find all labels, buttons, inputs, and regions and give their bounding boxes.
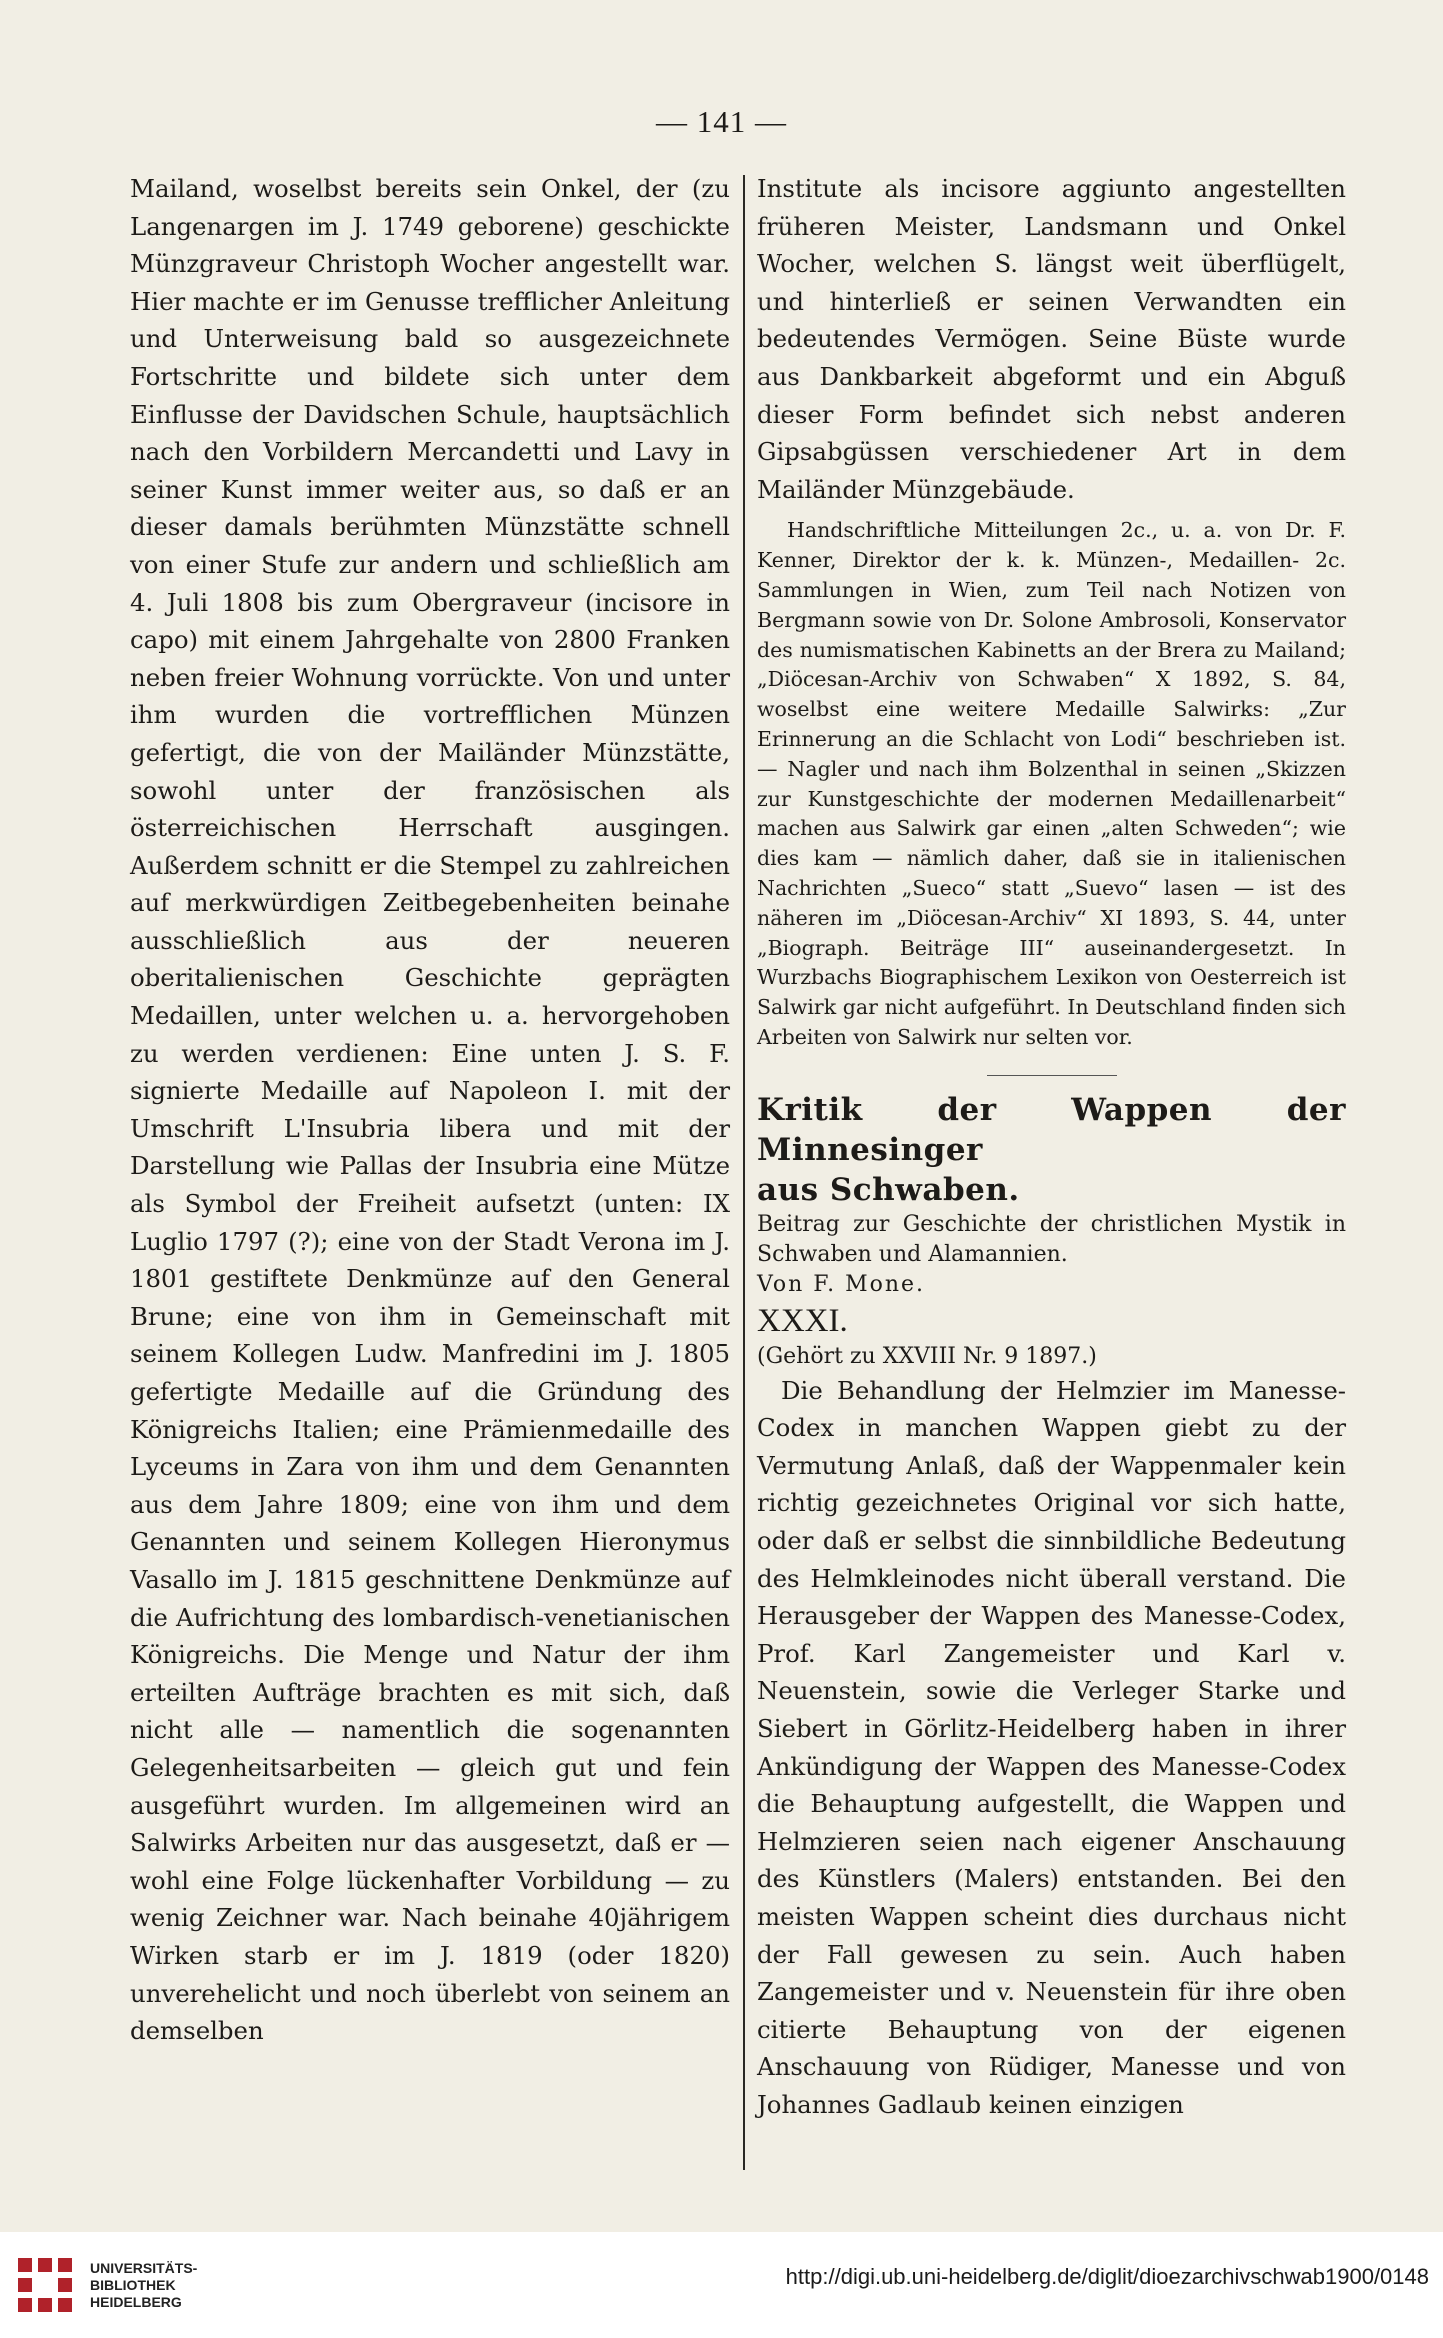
- article-title-line2: aus Schwaben.: [757, 1171, 1020, 1208]
- article-header: [757, 1090, 1346, 1372]
- left-column-text: Mailand, woselbst bereits sein Onkel, der (zu Langenargen im J. 1749 geborene) geschickte Münzgraveur Christoph Wocher angestellt war. Hier machte er im Genusse trefflicher Anleitung und Unterweisung bald so ausgezeichnete Fortschritte und bildete sich unter dem Einflusse der Davidschen Schule, hauptsächlich nach den Vorbildern Mercandetti und Lavy in seiner Kunst immer weiter aus, so daß er an dieser damals berühmten Münzstätte schnell von einer Stufe zur andern und schließlich am 4. Juli 1808 bis zum Obergraveur (incisore in capo) mit einem Jahrgehalte von 2800 Franken neben freier Wohnung vorrückte. Von und unter ihm wurden die vortrefflichen Münzen gefertigt, die von der Mailänder Münzstätte, sowohl unter der französischen als österreichischen Herrschaft ausgingen. Außerdem schnitt er die Stempel zu zahlreichen auf merkwürdigen Zeitbegebenheiten beinahe ausschließlich aus der neueren oberitalienischen Geschichte geprägten Medaillen, unter welchen u. a. hervorgehoben zu werden verdienen: Eine unten J. S. F. signierte Medaille auf Napoleon I. mit der Umschrift L'Insubria libera und mit der Darstellung wie Pallas der Insubria eine Mütze als Symbol der Freiheit aufsetzt (unten: IX Luglio 1797 (?); eine von der Stadt Verona im J. 1801 gestiftete Denkmünze auf den General Brune; eine von ihm in Gemeinschaft mit seinem Kollegen Ludw. Manfredini im J. 1805 gefertigte Medaille auf die Gründung des Königreichs Italien; eine Prämienmedaille des Lyceums in Zara von ihm und dem Genannten aus dem Jahre 1809; eine von ihm und dem Genannten und seinem Kollegen Hieronymus Vasallo im J. 1815 geschnittene Denkmünze auf die Aufrichtung des lombardisch-venetianischen Königreichs. Die Menge und Natur der ihm erteilten Aufträge brachten es mit sich, daß nicht alle — namentlich die sogenannten Gelegenheitsarbeiten — gleich gut und fein ausgeführt wurden. Im allgemeinen wird an Salwirks Arbeiten nur das ausgesetzt, daß er — wohl eine Folge lückenhafter Vorbildung — zu wenig Zeichner war. Nach beinahe 40jährigem Wirken starb er im J. 1819 (oder 1820) unverehelicht und noch überlebt von seinem an demselben: [130, 174, 730, 2046]
- right-column-text: Institute als incisore aggiunto angestellten früheren Meister, Landsmann und Onkel Wocher, welchen S. längst weit überflügelt, und hinterließ er seinen Verwandten ein bedeutendes Vermögen. Seine Büste wurde aus Dankbarkeit abgeformt und ein Abguß dieser Form befindet sich nebst anderen Gipsabgüssen verschiedener Art in dem Mailänder Münzgebäude.: [757, 174, 1346, 504]
- article-body-text: Die Behandlung der Helmzier im Manesse-Codex in manchen Wappen giebt zu der Vermutung Anlaß, daß der Wappenmaler kein richtig gezeichnetes Original vor sich hatte, oder daß er selbst die sinnbildliche Bedeutung des Helmkleinodes nicht überall verstand. Die Herausgeber der Wappen des Manesse-Codex, Prof. Karl Zangemeister und Karl v. Neuenstein, sowie die Verleger Starke und Siebert in Görlitz-Heidelberg haben in ihrer Ankündigung der Wappen des Manesse-Codex die Behauptung aufgestellt, die Wappen und Helmzieren seien nach eigener Anschauung des Künstlers (Malers) entstanden. Bei den meisten Wappen scheint dies durchaus nicht der Fall gewesen zu sein. Auch haben Zangemeister und v. Neuenstein für ihre oben citierte Behauptung von der eigenen Anschauung von Rüdiger, Manesse und von Johannes Gadlaub keinen einzigen: [757, 1375, 1346, 2119]
- page-number: — 141 —: [656, 104, 787, 139]
- article-body: [757, 1372, 1346, 2124]
- article-subtitle: Beitrag zur Geschichte der christlichen Mystik in Schwaben und Alamannien.: [757, 1211, 1346, 1267]
- article-reference: (Gehört zu XXVIII Nr. 9 1897.): [757, 1343, 1097, 1369]
- library-footer: [0, 2232, 1443, 2338]
- article-part-number: XXXI.: [757, 1302, 848, 1339]
- right-column: [757, 170, 1346, 2124]
- footnotes: [757, 516, 1346, 1052]
- library-name-line: HEIDELBERG: [90, 2294, 182, 2310]
- library-name-line: UNIVERSITÄTS-: [90, 2260, 198, 2276]
- library-name-line: BIBLIOTHEK: [90, 2277, 176, 2293]
- article-title-line1: Kritik der Wappen der Minnesinger: [757, 1091, 1346, 1168]
- section-separator: [987, 1075, 1117, 1076]
- university-library-logo-icon: [10, 2250, 80, 2320]
- footnote-text: Handschriftliche Mitteilungen 2c., u. a. von Dr. F. Kenner, Direktor der k. k. Münzen-, Medaillen- 2c. Sammlungen in Wien, zum Teil nach Notizen von Bergmann sowie von Dr. Solone Ambrosoli, Konservator des numismatischen Kabinetts an der Brera zu Mailand; „Diöcesan-Archiv von Schwaben“ X 1892, S. 84, woselbst eine weitere Medaille Salwirks: „Zur Erinnerung an die Schlacht von Lodi“ beschrieben ist. — Nagler und nach ihm Bolzenthal in seinen „Skizzen zur Kunstgeschichte der modernen Medaillenarbeit“ machen aus Salwirk gar einen „alten Schweden“; wie dies kam — nämlich daher, daß sie in italienischen Nachrichten „Sueco“ statt „Suevo“ lasen — ist des näheren im „Diöcesan-Archiv“ XI 1893, S. 44, unter „Biograph. Beiträge III“ auseinandergesetzt. In Wurzbachs Biographischem Lexikon von Oesterreich ist Salwirk gar nicht aufgeführt. In Deutschland finden sich Arbeiten von Salwirk nur selten vor.: [757, 518, 1346, 1049]
- article-author: Von F. Mone.: [757, 1271, 926, 1297]
- library-name: [90, 2260, 197, 2311]
- source-url-link[interactable]: http://digi.ub.uni-heidelberg.de/diglit/dioezarchivschwab1900/0148: [785, 2264, 1429, 2289]
- column-divider: [743, 175, 745, 2170]
- left-column: [130, 170, 730, 2050]
